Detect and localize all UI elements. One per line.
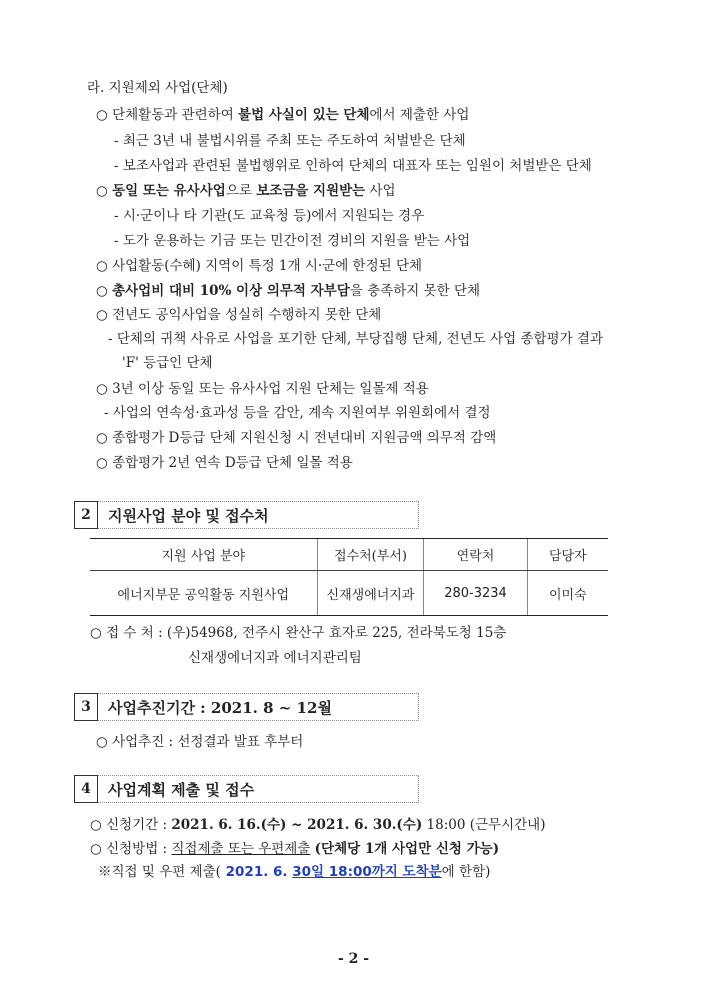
sub-bullet: - 도가 운용하는 기금 또는 민간이전 경비의 지원을 받는 사업 xyxy=(114,233,471,249)
bullet-prior-year: ○ 전년도 공익사업을 성실히 수행하지 못한 단체 xyxy=(96,307,382,323)
section-number: 4 xyxy=(74,775,98,803)
bullet-d-grade-reduction: ○ 종합평가 D등급 단체 지원신청 시 전년대비 지원금액 의무적 감액 xyxy=(96,430,497,446)
section-3-header xyxy=(74,693,419,721)
section-title: 지원사업 분야 및 접수처 xyxy=(98,501,419,529)
bullet-region-limited: ○ 사업활동(수혜) 지역이 특정 1개 시·군에 한정된 단체 xyxy=(96,258,423,274)
bullet-self-funding: ○ 총사업비 대비 10% 이상 의무적 자부담을 충족하지 못한 단체 xyxy=(96,283,481,299)
table-row xyxy=(90,571,608,616)
section-heading-ra: 라. 지원제외 사업(단체) xyxy=(87,80,228,96)
section-number: 3 xyxy=(74,693,98,721)
bullet-duplicate-subsidy: ○ 동일 또는 유사사업으로 보조금을 지원받는 사업 xyxy=(96,183,396,199)
table-cell: 280-3234 xyxy=(424,571,527,616)
contact-table xyxy=(90,538,608,616)
sub-bullet: - 단체의 귀책 사유로 사업을 포기한 단체, 부당집행 단체, 전년도 사업 종합평가 결과 xyxy=(108,331,603,347)
section-title: 사업추진기간 : 2021. 8 ~ 12월 xyxy=(98,693,419,721)
sub-bullet: - 최근 3년 내 불법시위를 주최 또는 주도하여 처벌받은 단체 xyxy=(114,133,466,149)
section-4-header xyxy=(74,775,419,803)
table-header: 담당자 xyxy=(527,539,608,571)
sub-bullet-continuation: 'F' 등급인 단체 xyxy=(122,355,213,371)
sub-bullet: - 시·군이나 타 기관(도 교육청 등)에서 지원되는 경우 xyxy=(114,208,425,224)
table-cell: 이미숙 xyxy=(527,571,608,616)
table-header: 접수처(부서) xyxy=(317,539,424,571)
section-number: 2 xyxy=(74,501,98,529)
table-cell: 에너지부문 공익활동 지원사업 xyxy=(90,571,317,616)
table-cell: 신재생에너지과 xyxy=(317,571,424,616)
address-line: ○ 접 수 처 : (우)54968, 전주시 완산구 효자로 225, 전라북도청 15층 xyxy=(90,625,507,641)
bullet-d-grade-sunset: ○ 종합평가 2년 연속 D등급 단체 일몰 적용 xyxy=(96,455,353,471)
submission-note: ※직접 및 우편 제출( 2021. 6. 30일 18:00까지 도착분에 한함) xyxy=(98,864,491,880)
page-number: - 2 - xyxy=(337,951,370,967)
table-header: 지원 사업 분야 xyxy=(90,539,317,571)
address-line-2: 신재생에너지과 에너지관리팀 xyxy=(188,650,362,666)
table-header: 연락처 xyxy=(424,539,527,571)
section-title: 사업계획 제출 및 접수 xyxy=(98,775,419,803)
section-2-header xyxy=(74,501,419,529)
sub-bullet: - 사업의 연속성·효과성 등을 감안, 계속 지원여부 위원회에서 결정 xyxy=(104,405,491,421)
bullet-application-period: ○ 신청기간 : 2021. 6. 16.(수) ~ 2021. 6. 30.(수) 18:00 (근무시간내) xyxy=(90,817,546,833)
table-header-row xyxy=(90,539,608,571)
bullet-application-method: ○ 신청방법 : 직접제출 또는 우편제출 (단체당 1개 사업만 신청 가능) xyxy=(90,841,500,857)
bullet-sunset: ○ 3년 이상 동일 또는 유사사업 지원 단체는 일몰제 적용 xyxy=(96,381,429,397)
bullet-illegal-activity: ○ 단체활동과 관련하여 불법 사실이 있는 단체에서 제출한 사업 xyxy=(96,107,470,123)
bullet-project-period: ○ 사업추진 : 선정결과 발표 후부터 xyxy=(96,734,304,750)
sub-bullet: - 보조사업과 관련된 불법행위로 인하여 단체의 대표자 또는 임원이 처벌받은 단체 xyxy=(114,158,592,174)
